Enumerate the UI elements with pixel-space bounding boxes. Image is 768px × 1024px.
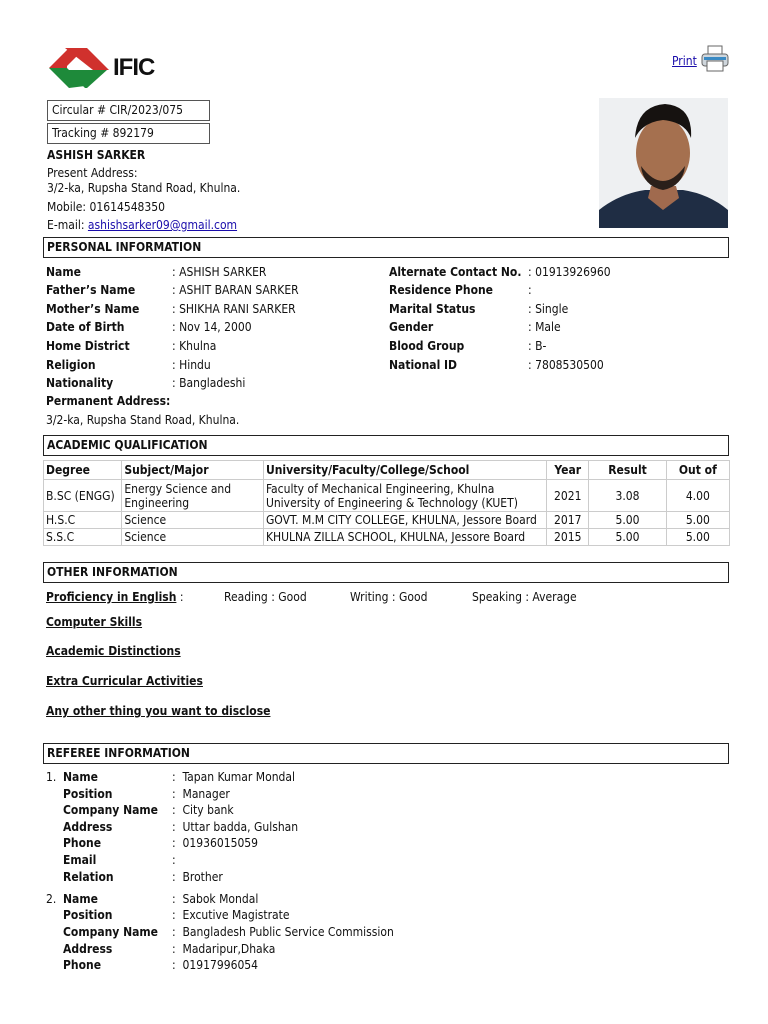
pi-label: National ID xyxy=(389,358,457,372)
cell-out-of: 5.00 xyxy=(666,512,729,529)
printer-icon[interactable] xyxy=(700,44,730,77)
ref-label: Email xyxy=(63,853,97,867)
pi-value-text: Nov 14, 2000 xyxy=(179,320,252,334)
pi-value-text: 01913926960 xyxy=(535,265,611,279)
pi-value-text: B- xyxy=(535,339,547,353)
ref-label: Phone xyxy=(63,958,102,972)
logo-text: IFIC xyxy=(113,54,155,81)
pi-value: : Hindu xyxy=(172,358,211,372)
referee-number: 1. xyxy=(46,770,57,784)
cell-subject: Energy Science and Engineering xyxy=(122,480,264,512)
pi-label: Date of Birth xyxy=(46,320,125,334)
cell-subject: Science xyxy=(122,512,264,529)
cell-university: Faculty of Mechanical Engineering, Khulna University of Engineering & Technology (KUET) xyxy=(263,480,546,512)
cell-result: 3.08 xyxy=(589,480,666,512)
ref-value-text: Uttar badda, Gulshan xyxy=(182,820,299,834)
ific-logo-icon xyxy=(47,46,109,90)
pi-label: Father’s Name xyxy=(46,283,136,297)
pi-label: Alternate Contact No. xyxy=(389,265,522,279)
pi-value: : Nov 14, 2000 xyxy=(172,320,252,334)
ref-label: Relation xyxy=(63,870,114,884)
referee-number: 2. xyxy=(46,892,57,906)
ref-value: : 01936015059 xyxy=(172,836,259,850)
applicant-photo-image xyxy=(599,98,728,228)
reading-level: Reading : Good xyxy=(224,590,307,604)
ref-value: : Manager xyxy=(172,787,230,801)
ref-value-text: City bank xyxy=(182,803,234,817)
col-degree: Degree xyxy=(44,461,122,480)
applicant-name: ASHISH SARKER xyxy=(47,148,146,162)
ref-value: : Tapan Kumar Mondal xyxy=(172,770,296,784)
pi-value-text: Bangladeshi xyxy=(179,376,246,390)
cell-university: KHULNA ZILLA SCHOOL, KHULNA, Jessore Board xyxy=(263,529,546,546)
table-row xyxy=(44,512,730,529)
cell-year: 2015 xyxy=(547,529,589,546)
other-disclose-label: Any other thing you want to disclose xyxy=(46,704,271,718)
email-row xyxy=(47,218,237,232)
pi-value-text: SHIKHA RANI SARKER xyxy=(179,302,296,316)
pi-value-text: Hindu xyxy=(179,358,211,372)
present-address: 3/2-ka, Rupsha Stand Road, Khulna. xyxy=(47,181,241,195)
pi-value: : B- xyxy=(528,339,547,353)
ref-label: Address xyxy=(63,942,113,956)
pi-label: Name xyxy=(46,265,81,279)
ific-logo xyxy=(47,46,167,90)
cell-degree: B.SC (ENGG) xyxy=(44,480,122,512)
ref-label: Position xyxy=(63,787,113,801)
academic-table xyxy=(43,460,730,546)
pi-value: : Khulna xyxy=(172,339,217,353)
ref-value-text: Excutive Magistrate xyxy=(182,908,290,922)
email-link[interactable]: ashishsarker09@gmail.com xyxy=(87,218,238,232)
referee-information-header: REFEREE INFORMATION xyxy=(43,743,729,764)
cell-degree: H.S.C xyxy=(44,512,122,529)
ref-value: : xyxy=(172,853,180,867)
pi-label: Marital Status xyxy=(389,302,476,316)
cell-result: 5.00 xyxy=(589,529,666,546)
ref-value: : Uttar badda, Gulshan xyxy=(172,820,299,834)
pi-label: Nationality xyxy=(46,376,114,390)
ref-label: Name xyxy=(63,770,98,784)
pi-value-text: Khulna xyxy=(179,339,217,353)
col-result: Result xyxy=(589,461,666,480)
ref-label: Company Name xyxy=(63,803,158,817)
ref-value: : Madaripur,Dhaka xyxy=(172,942,276,956)
academic-distinctions-label: Academic Distinctions xyxy=(46,644,181,658)
pi-label: Gender xyxy=(389,320,434,334)
col-subject: Subject/Major xyxy=(122,461,264,480)
cell-university: GOVT. M.M CITY COLLEGE, KHULNA, Jessore Board xyxy=(263,512,546,529)
ref-value-text: Sabok Mondal xyxy=(182,892,259,906)
pi-label: Home District xyxy=(46,339,130,353)
cell-year: 2017 xyxy=(547,512,589,529)
pi-label: Residence Phone xyxy=(389,283,494,297)
mobile: Mobile: 01614548350 xyxy=(47,200,166,214)
circular-number: Circular # CIR/2023/075 xyxy=(47,100,210,121)
col-out-of: Out of xyxy=(666,461,729,480)
ref-value: : City bank xyxy=(172,803,234,817)
permanent-address-label: Permanent Address: xyxy=(46,394,171,408)
pi-value-text: Male xyxy=(535,320,561,334)
cell-degree: S.S.C xyxy=(44,529,122,546)
ref-label: Name xyxy=(63,892,98,906)
proficiency-row: Proficiency in English : xyxy=(46,590,184,604)
pi-value: : 7808530500 xyxy=(528,358,604,372)
pi-value: : Bangladeshi xyxy=(172,376,246,390)
pi-label: Blood Group xyxy=(389,339,465,353)
col-year: Year xyxy=(547,461,589,480)
pi-value: : Male xyxy=(528,320,561,334)
speaking-level: Speaking : Average xyxy=(472,590,577,604)
pi-value-text: ASHISH SARKER xyxy=(179,265,267,279)
print-link[interactable]: Print xyxy=(672,54,697,68)
ref-value-text: Bangladesh Public Service Commission xyxy=(182,925,394,939)
other-information-header: OTHER INFORMATION xyxy=(43,562,729,583)
ref-label: Position xyxy=(63,908,113,922)
pi-value: : SHIKHA RANI SARKER xyxy=(172,302,296,316)
ref-value-text: 01936015059 xyxy=(182,836,259,850)
ref-value-text: Brother xyxy=(182,870,223,884)
academic-header-row xyxy=(44,461,730,480)
pi-value: : 01913926960 xyxy=(528,265,611,279)
ref-value: : Bangladesh Public Service Commission xyxy=(172,925,394,939)
ref-label: Company Name xyxy=(63,925,158,939)
pi-value: : ASHIT BARAN SARKER xyxy=(172,283,299,297)
pi-value: : xyxy=(528,283,532,297)
ref-label: Phone xyxy=(63,836,102,850)
cell-result: 5.00 xyxy=(589,512,666,529)
writing-level: Writing : Good xyxy=(350,590,428,604)
pi-label: Mother’s Name xyxy=(46,302,140,316)
ref-value: : 01917996054 xyxy=(172,958,259,972)
computer-skills-label: Computer Skills xyxy=(46,615,143,629)
col-university: University/Faculty/College/School xyxy=(263,461,546,480)
ref-value: : Excutive Magistrate xyxy=(172,908,290,922)
pi-value-text: 7808530500 xyxy=(535,358,604,372)
ref-value-text: Madaripur,Dhaka xyxy=(182,942,276,956)
pi-value-text: Single xyxy=(535,302,569,316)
ref-value-text: 01917996054 xyxy=(182,958,259,972)
cell-subject: Science xyxy=(122,529,264,546)
ref-value-text: Manager xyxy=(182,787,230,801)
ref-label: Address xyxy=(63,820,113,834)
email-label: E-mail: xyxy=(47,218,88,232)
ref-value: : Sabok Mondal xyxy=(172,892,259,906)
pi-value-text: ASHIT BARAN SARKER xyxy=(179,283,299,297)
pi-value: : Single xyxy=(528,302,569,316)
permanent-address: 3/2-ka, Rupsha Stand Road, Khulna. xyxy=(46,413,240,427)
academic-qualification-header: ACADEMIC QUALIFICATION xyxy=(43,435,729,456)
cell-out-of: 4.00 xyxy=(666,480,729,512)
extra-curricular-label: Extra Curricular Activities xyxy=(46,674,203,688)
applicant-photo xyxy=(599,98,728,228)
tracking-number: Tracking # 892179 xyxy=(47,123,210,144)
ref-value: : Brother xyxy=(172,870,223,884)
cell-out-of: 5.00 xyxy=(666,529,729,546)
pi-value: : ASHISH SARKER xyxy=(172,265,267,279)
pi-label: Religion xyxy=(46,358,96,372)
present-address-label: Present Address: xyxy=(47,166,138,180)
personal-information-header: PERSONAL INFORMATION xyxy=(43,237,729,258)
cell-year: 2021 xyxy=(547,480,589,512)
ref-value-text: Tapan Kumar Mondal xyxy=(182,770,296,784)
table-row xyxy=(44,480,730,512)
proficiency-label: Proficiency in English xyxy=(46,590,177,604)
table-row xyxy=(44,529,730,546)
